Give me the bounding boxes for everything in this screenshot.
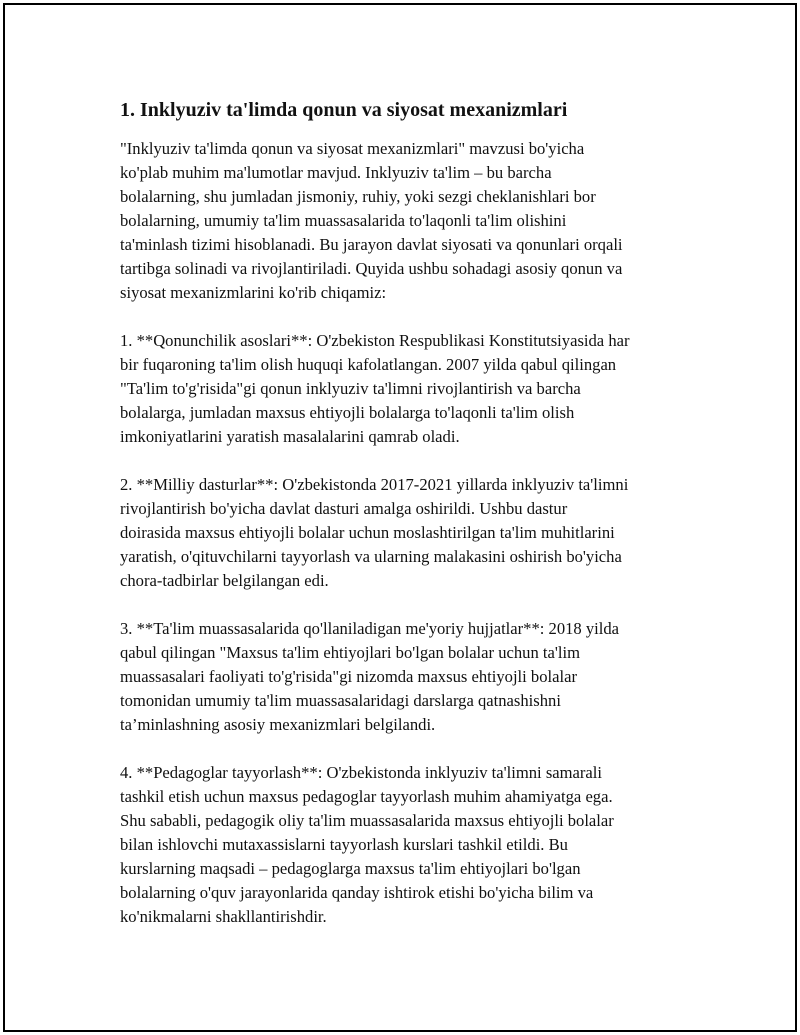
text-line: bolalarning, shu jumladan jismoniy, ruhiy, yoki sezgi cheklanishlari bor: [120, 187, 596, 206]
text-line: 2. **Milliy dasturlar**: O'zbekistonda 2017-2021 yillarda inklyuziv ta'limni: [120, 475, 629, 494]
intro-paragraph: [120, 137, 700, 305]
text-line: 1. **Qonunchilik asoslari**: O'zbekiston Respublikasi Konstitutsiyasida har: [120, 331, 630, 350]
text-line: doirasida maxsus ehtiyojli bolalar uchun moslashtirilgan ta'lim muhitlarini: [120, 523, 615, 542]
text-line: rivojlantirish bo'yicha davlat dasturi amalga oshirildi. Ushbu dastur: [120, 499, 568, 518]
text-line: siyosat mexanizmlarini ko'rib chiqamiz:: [120, 283, 387, 302]
document-title: 1. Inklyuziv ta'limda qonun va siyosat mexanizmlari: [120, 99, 568, 121]
text-line: bilan ishlovchi mutaxassislarni tayyorlash kurslari tashkil etildi. Bu: [120, 835, 568, 854]
section-4-paragraph: [120, 761, 700, 929]
section-3-paragraph: [120, 617, 700, 737]
text-line: qabul qilingan "Maxsus ta'lim ehtiyojlari bo'lgan bolalar uchun ta'lim: [120, 643, 580, 662]
text-line: bolalarning o'quv jarayonlarida qanday ishtirok etishi bo'yicha bilim va: [120, 883, 594, 902]
text-line: 3. **Ta'lim muassasalarida qo'llaniladigan me'yoriy hujjatlar**: 2018 yilda: [120, 619, 620, 638]
text-line: "Ta'lim to'g'risida"gi qonun inklyuziv ta'limni rivojlantirish va barcha: [120, 379, 581, 398]
text-line: bir fuqaroning ta'lim olish huquqi kafolatlangan. 2007 yilda qabul qilingan: [120, 355, 617, 374]
text-line: ta'minlash tizimi hisoblanadi. Bu jarayon davlat siyosati va qonunlari orqali: [120, 235, 623, 254]
text-line: tartibga solinadi va rivojlantiriladi. Quyida ushbu sohadagi asosiy qonun va: [120, 259, 623, 278]
text-line: "Inklyuziv ta'limda qonun va siyosat mexanizmlari" mavzusi bo'yicha: [120, 139, 585, 158]
text-line: ko'plab muhim ma'lumotlar mavjud. Inklyuziv ta'lim – bu barcha: [120, 163, 552, 182]
page-frame: [3, 3, 797, 1032]
text-line: bolalarga, jumladan maxsus ehtiyojli bolalarga to'laqonli ta'lim olish: [120, 403, 575, 422]
text-line: tashkil etish uchun maxsus pedagoglar tayyorlash muhim ahamiyatga ega.: [120, 787, 613, 806]
document-content: [120, 97, 700, 953]
section-1-paragraph: [120, 329, 700, 449]
section-2-paragraph: [120, 473, 700, 593]
text-line: imkoniyatlarini yaratish masalalarini qamrab oladi.: [120, 427, 460, 446]
text-line: yaratish, o'qituvchilarni tayyorlash va ularning malakasini oshirish bo'yicha: [120, 547, 622, 566]
text-line: Shu sababli, pedagogik oliy ta'lim muassasalarida maxsus ehtiyojli bolalar: [120, 811, 614, 830]
text-line: kurslarning maqsadi – pedagoglarga maxsus ta'lim ehtiyojlari bo'lgan: [120, 859, 581, 878]
text-line: 4. **Pedagoglar tayyorlash**: O'zbekistonda inklyuziv ta'limni samarali: [120, 763, 603, 782]
text-line: ta’minlashning asosiy mexanizmlari belgilandi.: [120, 715, 436, 734]
text-line: ko'nikmalarni shakllantirishdir.: [120, 907, 327, 926]
text-line: tomonidan umumiy ta'lim muassasalaridagi darslarga qatnashishni: [120, 691, 561, 710]
text-line: muassasalari faoliyati to'g'risida"gi nizomda maxsus ehtiyojli bolalar: [120, 667, 577, 686]
text-line: bolalarning, umumiy ta'lim muassasalarida to'laqonli ta'lim olishini: [120, 211, 567, 230]
text-line: chora-tadbirlar belgilangan edi.: [120, 571, 329, 590]
